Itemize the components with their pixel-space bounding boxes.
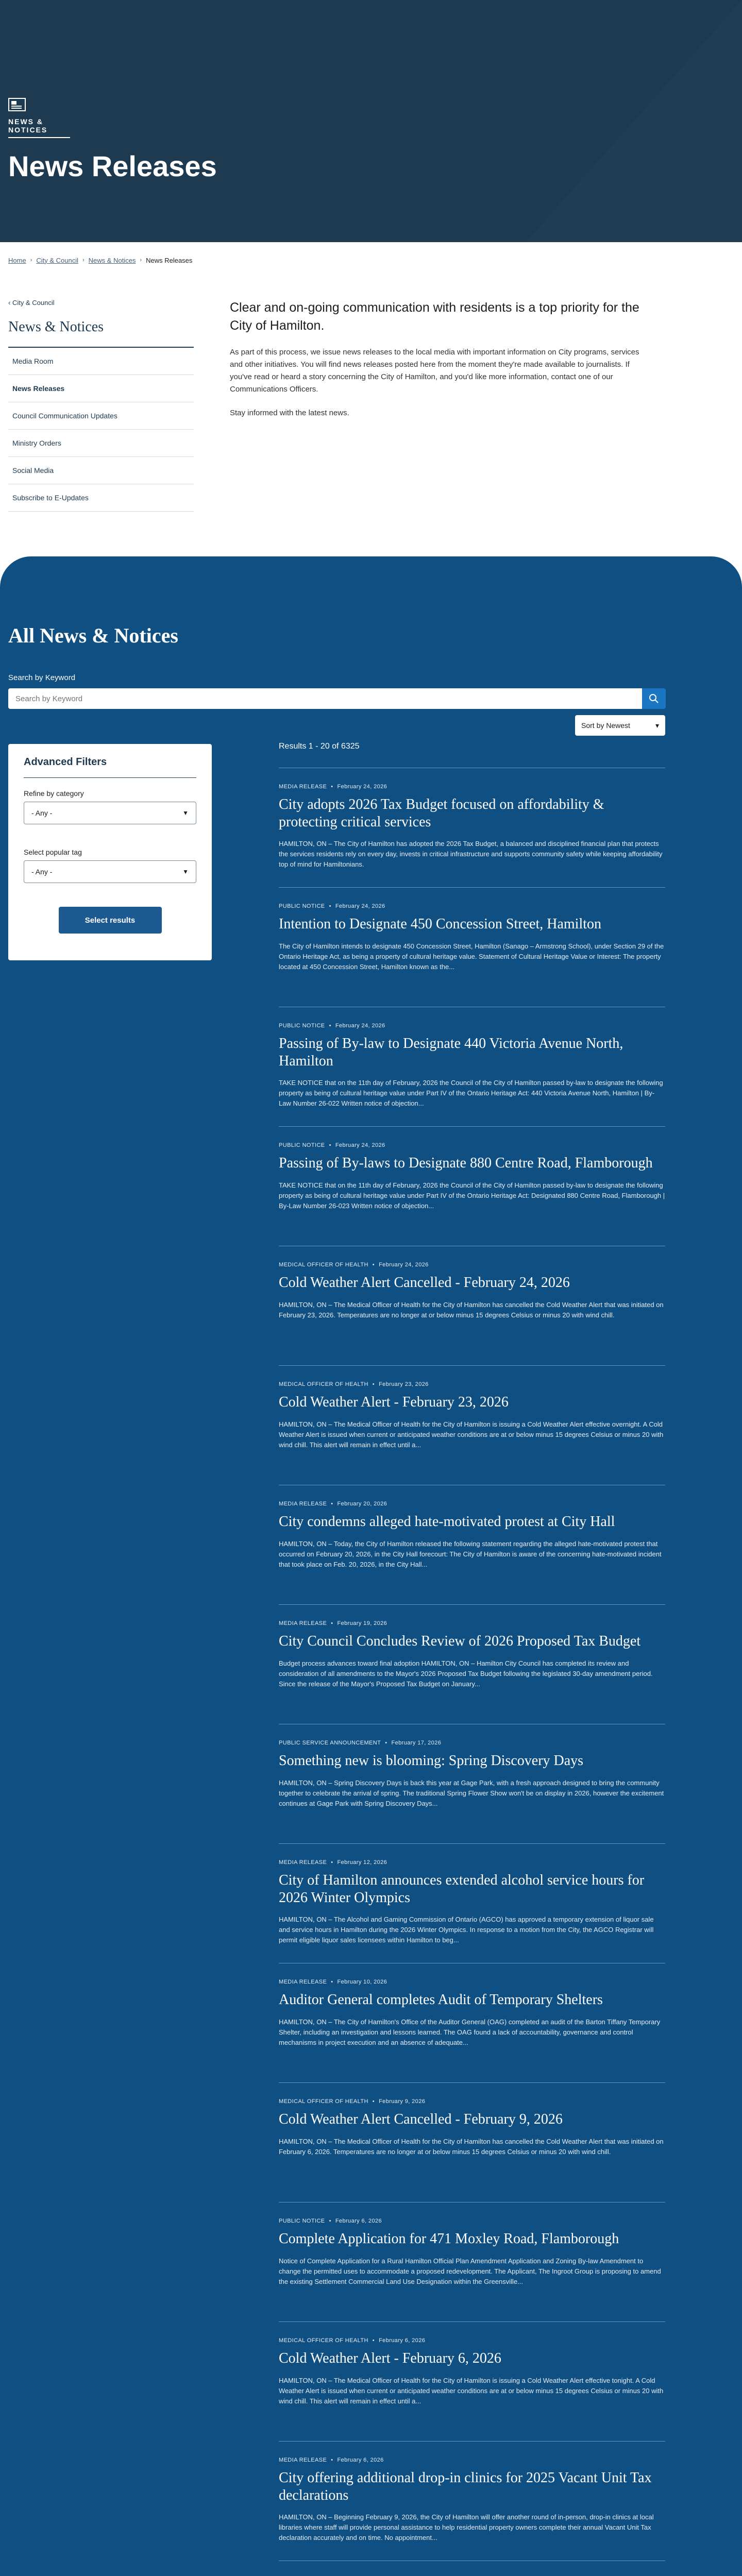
- meta-separator: •: [385, 1740, 387, 1746]
- section-nav-list: [8, 348, 194, 512]
- section-nav-title: News & Notices: [8, 319, 194, 348]
- chevron-right-icon: ›: [82, 257, 85, 263]
- news-item-date: February 10, 2026: [337, 1979, 387, 1985]
- news-item-summary: TAKE NOTICE that on the 11th day of February, 2026 the Council of the City of Hamilton passed by-law to designate the following property as being of cultural heritage value under Part IV of the Ontario Heritage Act: 440 Victoria Avenue North, Hamilton | By-Law Number 26-022 Written notice of objection...: [279, 1079, 663, 1108]
- meta-separator: •: [372, 1262, 375, 1268]
- news-item-type: MEDIA RELEASE: [279, 2457, 327, 2463]
- advanced-filters: [8, 744, 212, 960]
- news-item-summary: HAMILTON, ON – Spring Discovery Days is back this year at Gage Park, with a fresh approach designed to bring the community together to celebrate the arrival of spring. The traditional Spring Flower Show won't be on display in 2026, however the excitement continues at Gage Park with Spring Discovery Days...: [279, 1778, 664, 1807]
- news-item-meta: [279, 1262, 665, 1268]
- nav-item-subscribe[interactable]: Subscribe to E-Updates: [8, 484, 194, 512]
- news-item-date: February 24, 2026: [335, 1023, 385, 1029]
- tag-value: - Any -: [31, 868, 53, 876]
- news-item-type: MEDIA RELEASE: [279, 1501, 327, 1507]
- news-item: [279, 2321, 665, 2441]
- news-item: [279, 1485, 665, 1604]
- news-item-type: MEDICAL OFFICER OF HEALTH: [279, 1262, 368, 1268]
- news-item-date: February 19, 2026: [337, 1620, 387, 1626]
- news-item-summary: HAMILTON, ON – The Medical Officer of Health for the City of Hamilton has cancelled the Cold Weather Alert that was initiated on February 6, 2026. Temperatures are no longer at or below minus 15 degrees Celsius or minus 20 with wind chill.: [279, 2137, 664, 2156]
- section-nav: [8, 299, 194, 556]
- news-item-summary: HAMILTON, ON – The Alcohol and Gaming Commission of Ontario (AGCO) has approved a temporary extension of liquor sale and service hours in Hamilton during the 2026 Winter Olympics. In response to a motion from the City, the AGCO Registrar will permit eligible liquor sales licensees within Hamilton to beg...: [279, 1916, 654, 1944]
- meta-separator: •: [372, 1381, 375, 1387]
- nav-item-media-room[interactable]: Media Room: [8, 348, 194, 375]
- news-item: [279, 768, 665, 887]
- news-item: [279, 2441, 665, 2561]
- news-item-type: MEDICAL OFFICER OF HEALTH: [279, 2337, 368, 2344]
- news-item-date: February 24, 2026: [335, 903, 385, 909]
- news-item-title[interactable]: City offering additional drop-in clinics for 2025 Vacant Unit Tax declarations: [279, 2470, 652, 2503]
- news-item-title[interactable]: Cold Weather Alert Cancelled - February 9, 2026: [279, 2111, 563, 2127]
- tag-select[interactable]: [24, 860, 196, 883]
- news-item: [279, 1007, 665, 1126]
- meta-separator: •: [372, 2098, 375, 2105]
- breadcrumb-news-notices[interactable]: News & Notices: [88, 256, 136, 264]
- news-item-type: MEDICAL OFFICER OF HEALTH: [279, 2098, 368, 2105]
- brand-name: NEWS & NOTICES: [8, 117, 48, 134]
- news-item-meta: [279, 1023, 665, 1029]
- chevron-down-icon: ▼: [182, 868, 189, 875]
- news-item-summary: Notice of Complete Application for a Rural Hamilton Official Plan Amendment Application and Zoning By-law Amendment to change the permitted uses to accommodate a proposed redevelopment. The Applicant, The Ingroot Group is proposing to amend the existing Settlement Commercial Land Use Designation within the Greensville...: [279, 2257, 661, 2285]
- nav-item-news-releases[interactable]: News Releases: [8, 375, 194, 402]
- back-link[interactable]: [8, 299, 194, 307]
- news-item-type: PUBLIC SERVICE ANNOUNCEMENT: [279, 1740, 381, 1746]
- search-input[interactable]: [8, 688, 642, 709]
- search-label: Search by Keyword: [8, 673, 76, 682]
- meta-separator: •: [331, 1859, 333, 1866]
- filters-divider: [24, 777, 196, 778]
- chevron-down-icon: ▾: [655, 721, 659, 730]
- news-item-title[interactable]: Cold Weather Alert - February 23, 2026: [279, 1394, 509, 1410]
- news-item: [279, 2561, 665, 2576]
- page-title: News Releases: [8, 150, 217, 182]
- news-item: [279, 1246, 665, 1365]
- news-item-title[interactable]: Intention to Designate 450 Concession Street, Hamilton: [279, 916, 602, 932]
- news-item-date: February 20, 2026: [337, 1501, 387, 1507]
- news-item-type: MEDIA RELEASE: [279, 1859, 327, 1866]
- news-item-title[interactable]: City Council Concludes Review of 2026 Proposed Tax Budget: [279, 1633, 641, 1649]
- news-item-type: MEDIA RELEASE: [279, 784, 327, 790]
- page-hero: [0, 0, 742, 242]
- nav-item-ministry-orders[interactable]: Ministry Orders: [8, 430, 194, 457]
- results-list: [279, 721, 665, 2576]
- search-icon: [649, 693, 659, 704]
- news-item-meta: [279, 1979, 665, 1985]
- news-item: [279, 1963, 665, 2082]
- news-item-meta: [279, 1501, 665, 1507]
- chevron-right-icon: ›: [30, 257, 32, 263]
- meta-separator: •: [331, 1979, 333, 1985]
- news-item-date: February 24, 2026: [337, 784, 387, 790]
- news-item-date: February 6, 2026: [337, 2457, 384, 2463]
- news-item-title[interactable]: City adopts 2026 Tax Budget focused on affordability & protecting critical services: [279, 796, 604, 830]
- news-item-summary: The City of Hamilton intends to designate 450 Concession Street, Hamilton (Sanago – Armstrong School), under Section 29 of the Ontario Heritage Act, as being a property of cultural heritage value. Statement of Cultural Heritage Value or Interest: The property located at 450 Concession Street, Hamilton known as the...: [279, 942, 664, 971]
- news-item-date: February 6, 2026: [335, 2218, 382, 2224]
- meta-separator: •: [331, 1501, 333, 1507]
- chevron-left-icon: ‹: [8, 299, 12, 307]
- hero-decoration: [526, 0, 742, 242]
- meta-separator: •: [329, 1142, 331, 1148]
- listing-title: All News & Notices: [8, 624, 178, 647]
- meta-separator: •: [331, 784, 333, 790]
- sort-select[interactable]: [575, 715, 665, 736]
- news-item-summary: HAMILTON, ON – The City of Hamilton has adopted the 2026 Tax Budget, a balanced and disciplined financial plan that protects the services residents rely on every day, invests in critical infrastructure and supports community safety while keeping affordability top of mind for Hamiltonians.: [279, 840, 663, 869]
- news-item-date: February 24, 2026: [335, 1142, 385, 1148]
- news-item-date: February 9, 2026: [379, 2098, 426, 2105]
- nav-item-council-updates[interactable]: Council Communication Updates: [8, 402, 194, 430]
- filters-title: Advanced Filters: [24, 756, 107, 768]
- news-logo-icon: [8, 98, 26, 111]
- news-item-type: MEDIA RELEASE: [279, 1979, 327, 1985]
- news-item-type: PUBLIC NOTICE: [279, 1142, 325, 1148]
- news-item: [279, 1843, 665, 1963]
- news-item-meta: [279, 2457, 665, 2463]
- listing-body: [8, 721, 734, 2576]
- news-item-title[interactable]: City condemns alleged hate-motivated protest at City Hall: [279, 1514, 615, 1530]
- category-value: - Any -: [31, 809, 53, 817]
- news-item-meta: [279, 2098, 665, 2105]
- news-item-meta: [279, 1620, 665, 1626]
- tag-label: Select popular tag: [24, 848, 82, 856]
- breadcrumb: [0, 242, 742, 278]
- news-item-type: PUBLIC NOTICE: [279, 2218, 325, 2224]
- news-item-title[interactable]: Cold Weather Alert Cancelled - February 24, 2026: [279, 1275, 570, 1291]
- news-item-summary: HAMILTON, ON – The Medical Officer of Health for the City of Hamilton is issuing a Cold Weather Alert effective overnight. A Cold Weather Alert is issued when current or anticipated weather conditions are at or below minus 15 degrees Celsius or minus 20 with wind chill. This alert will remain in effect until a...: [279, 1420, 664, 1449]
- news-item-summary: HAMILTON, ON – Today, the City of Hamilton released the following statement regarding the alleged hate-motivated protest that occurred on February 20, 2026, in the City Hall forecourt: The City of Hamilton is aware of the concerning hate-motivated incident that took place on Feb. 20, 2026, in the City Hall...: [279, 1539, 662, 1568]
- search-button[interactable]: [642, 688, 666, 709]
- meta-separator: •: [329, 1023, 331, 1029]
- filters-submit-button[interactable]: Select results: [59, 907, 162, 934]
- breadcrumb-city-council[interactable]: City & Council: [36, 256, 78, 264]
- news-item: [279, 1604, 665, 1724]
- news-item: [279, 2202, 665, 2321]
- news-item-date: February 23, 2026: [379, 1381, 429, 1387]
- news-item-title[interactable]: Passing of By-law to Designate 440 Victoria Avenue North, Hamilton: [279, 1036, 623, 1069]
- news-item-title[interactable]: Cold Weather Alert - February 6, 2026: [279, 2350, 501, 2366]
- news-item-summary: TAKE NOTICE that on the 11th day of February, 2026 the Council of the City of Hamilton passed by-law to designate the following property as being of cultural heritage value under Part IV of the Ontario Heritage Act: Designated 880 Centre Road, Flamborough | By-Law Number 26-023 Written notice of objection...: [279, 1181, 665, 1210]
- news-items: [279, 768, 665, 2576]
- news-item-type: MEDICAL OFFICER OF HEALTH: [279, 1381, 368, 1387]
- category-select[interactable]: [24, 802, 196, 824]
- news-item-title[interactable]: City of Hamilton announces extended alcohol service hours for 2026 Winter Olympics: [279, 1872, 645, 1906]
- result-count: Results 1 - 20 of 6325: [279, 742, 360, 751]
- back-link-label: City & Council: [12, 299, 55, 307]
- news-item: [279, 1126, 665, 1246]
- news-item-summary: HAMILTON, ON – The City of Hamilton's Office of the Auditor General (OAG) completed an audit of the Barton Tiffany Temporary Shelter, including an investigation and lessons learned. The OAG found a lack of accountability, governance and control mechanisms in project execution and an absence of adequate...: [279, 2018, 661, 2046]
- news-item-summary: HAMILTON, ON – The Medical Officer of Health for the City of Hamilton has cancelled the Cold Weather Alert that was initiated on February 23, 2026. Temperatures are no longer at or below minus 15 degrees Celsius or minus 20 with wind chill.: [279, 1300, 664, 1319]
- sort-row: [279, 715, 665, 736]
- news-item: [279, 1724, 665, 1843]
- category-label: Refine by category: [24, 789, 84, 798]
- news-item-date: February 24, 2026: [379, 1262, 429, 1268]
- news-item-meta: [279, 784, 665, 790]
- chevron-down-icon: ▼: [182, 809, 189, 817]
- intro-paragraph: As part of this process, we issue news releases to the local media with important information on City programs, services and other initiatives. You will find news releases posted here from the moment they're made available to journalists. If you've read or heard a story concerning the City of Hamilton, and you'd like more information, contact one of our Communications Officers.: [230, 348, 639, 394]
- intro-body: [230, 299, 652, 556]
- breadcrumb-home[interactable]: Home: [8, 256, 26, 264]
- news-item-title[interactable]: Auditor General completes Audit of Temporary Shelters: [279, 1992, 603, 2008]
- news-item-title[interactable]: Complete Application for 471 Moxley Road, Flamborough: [279, 2231, 619, 2247]
- nav-item-social-media[interactable]: Social Media: [8, 457, 194, 484]
- news-item: [279, 1365, 665, 1485]
- news-item-summary: HAMILTON, ON – Beginning February 9, 2026, the City of Hamilton will offer another round of in-person, drop-in clinics at local libraries where staff will provide personal assistance to help residential property owners complete their annual Vacant Unit Tax declaration accurately and on time. No appointment...: [279, 2513, 654, 2542]
- news-item-meta: [279, 2218, 665, 2224]
- news-item-date: February 12, 2026: [337, 1859, 387, 1866]
- meta-separator: •: [329, 903, 331, 909]
- sort-value: Sort by Newest: [581, 721, 630, 730]
- site-brand[interactable]: [8, 98, 70, 138]
- news-item-summary: HAMILTON, ON – The Medical Officer of Health for the City of Hamilton is issuing a Cold Weather Alert effective tonight. A Cold Weather Alert is issued when current or anticipated weather conditions are at or below minus 15 degrees Celsius or minus 20 with wind chill. This alert will remain in effect until a...: [279, 2376, 664, 2405]
- intro-section: [0, 278, 742, 556]
- news-item-meta: [279, 903, 665, 909]
- news-item-meta: [279, 1142, 665, 1148]
- meta-separator: •: [331, 2457, 333, 2463]
- news-item-date: February 6, 2026: [379, 2337, 426, 2344]
- news-item: [279, 887, 665, 1007]
- news-item-meta: [279, 1381, 665, 1387]
- meta-separator: •: [329, 2218, 331, 2224]
- news-item-type: PUBLIC NOTICE: [279, 903, 325, 909]
- news-item-meta: [279, 2337, 665, 2344]
- news-item-title[interactable]: Something new is blooming: Spring Discovery Days: [279, 1753, 584, 1769]
- chevron-right-icon: ›: [140, 257, 142, 263]
- meta-separator: •: [372, 2337, 375, 2344]
- intro-paragraph-2: Stay informed with the latest news.: [230, 409, 349, 417]
- news-item: [279, 2082, 665, 2202]
- news-item-meta: [279, 1740, 665, 1746]
- search-bar: [8, 688, 666, 709]
- news-item-title[interactable]: Passing of By-laws to Designate 880 Centre Road, Flamborough: [279, 1155, 653, 1171]
- news-item-type: MEDIA RELEASE: [279, 1620, 327, 1626]
- breadcrumb-current: News Releases: [146, 256, 193, 264]
- news-item-meta: [279, 1859, 665, 1866]
- meta-separator: •: [331, 1620, 333, 1626]
- news-item-date: February 17, 2026: [391, 1740, 442, 1746]
- news-item-summary: Budget process advances toward final adoption HAMILTON, ON – Hamilton City Council has completed its review and consideration of all amendments to the Mayor's 2026 Proposed Tax Budget following the legislated 30-day amendment period. Since the release of the Mayor's Proposed Tax Budget on January...: [279, 1659, 653, 1688]
- news-item-type: PUBLIC NOTICE: [279, 1023, 325, 1029]
- intro-lede: Clear and on-going communication with residents is a top priority for the City of Hamilton.: [230, 300, 639, 333]
- news-listing: [0, 556, 742, 2576]
- brand-divider: [8, 137, 70, 138]
